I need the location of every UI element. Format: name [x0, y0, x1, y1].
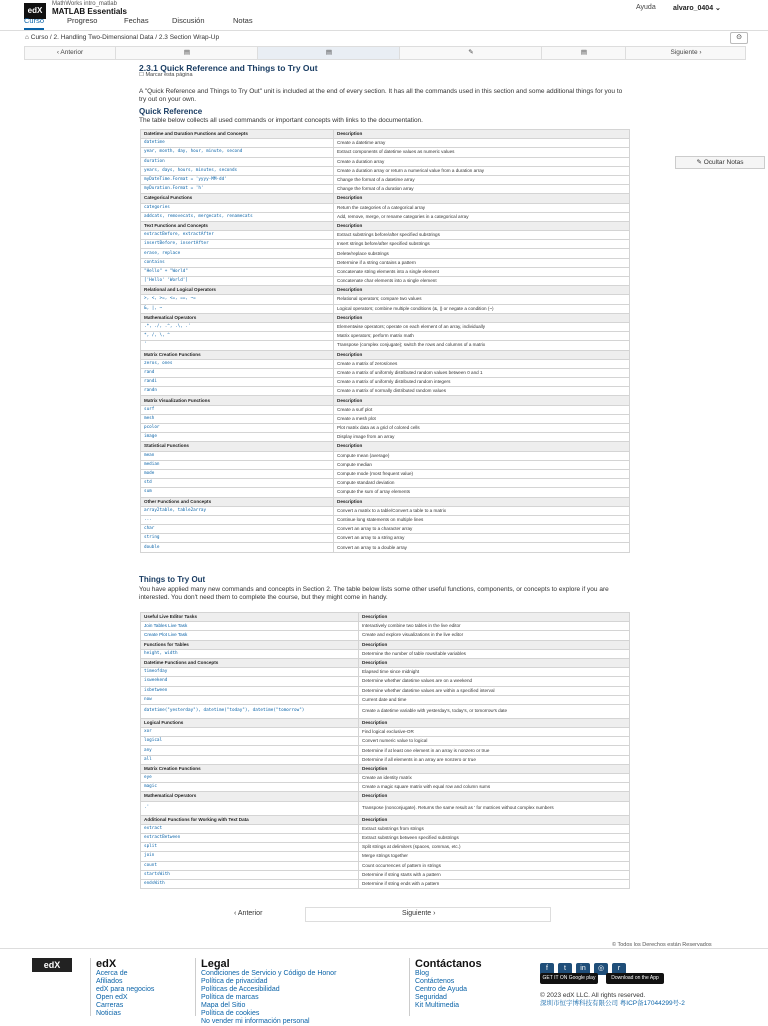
tab-fechas[interactable]: Fechas: [124, 16, 149, 25]
description-header: Description: [359, 792, 630, 801]
command-link[interactable]: char: [141, 525, 334, 534]
command-link[interactable]: count: [141, 861, 359, 870]
breadcrumb: [25, 34, 219, 41]
table-section-header: [141, 613, 630, 622]
table-row: [141, 405, 630, 414]
command-description: Extract components of datetime values as numeric values: [334, 148, 630, 157]
command-description: Split strings at delimiters (spaces, commas, etc.): [359, 843, 630, 852]
unit-tab-4[interactable]: ▤: [541, 47, 626, 59]
table-row: [141, 240, 630, 249]
table-row: [141, 378, 630, 387]
table-section-header: [141, 130, 630, 139]
table-row: [141, 166, 630, 175]
description-header: Description: [334, 497, 630, 506]
course-tabs: [0, 14, 768, 31]
command-link[interactable]: datetime("yesterday"), datetime("today"), datetime("tomorrow"): [141, 704, 359, 718]
user-menu[interactable]: alvaro_0404 ⌄: [673, 5, 721, 12]
footer-link[interactable]: Blog: [415, 970, 430, 977]
command-link[interactable]: std: [141, 479, 334, 488]
table-section-header: [141, 194, 630, 203]
description-header: Description: [359, 640, 630, 649]
quick-reference-heading: Quick Reference: [139, 107, 203, 116]
command-link[interactable]: ': [141, 341, 334, 350]
table-section-header: [141, 497, 630, 506]
command-link[interactable]: eye: [141, 774, 359, 783]
footer-link[interactable]: Políticas de Accesibilidad: [201, 986, 280, 993]
command-description: Create a datetime variable with yesterday's, today's, or tomorrow's date: [359, 704, 630, 718]
section-title: Categorical Functions: [141, 194, 334, 203]
description-header: Description: [334, 221, 630, 230]
table-row: [141, 801, 630, 815]
command-description: Matrix operators; perform matrix math: [334, 332, 630, 341]
command-description: Create an identity matrix: [359, 774, 630, 783]
command-link[interactable]: extractBetween: [141, 833, 359, 842]
command-link[interactable]: mesh: [141, 414, 334, 423]
command-description: Add, remove, merge, or rename categories in a categorical array: [334, 212, 630, 221]
command-description: Create a duration array: [334, 157, 630, 166]
things-to-try-heading: Things to Try Out: [139, 575, 206, 584]
command-description: Elapsed time since midnight: [359, 668, 630, 677]
description-header: Description: [334, 313, 630, 322]
command-link[interactable]: myDateTime.Format = 'yyyy-MM-dd': [141, 175, 334, 184]
table-row: [141, 414, 630, 423]
command-description: Logical operators; combine multiple conditions (&, |) or negate a condition (~): [334, 304, 630, 313]
description-header: Description: [334, 130, 630, 139]
command-link[interactable]: years, days, hours, minutes, seconds: [141, 166, 334, 175]
table-row: [141, 861, 630, 870]
footer-link[interactable]: Carreras: [96, 1002, 124, 1009]
table-row: [141, 649, 630, 658]
command-description: Find logical exclusive-OR: [359, 728, 630, 737]
description-header: Description: [359, 764, 630, 773]
table-row: [141, 833, 630, 842]
command-description: Plot matrix data as a grid of colored cells: [334, 424, 630, 433]
command-description: Display image from an array: [334, 433, 630, 442]
command-description: Create a matrix of uniformly distributed random values between 0 and 1: [334, 368, 630, 377]
command-link[interactable]: erase, replace: [141, 249, 334, 258]
command-link[interactable]: isweekend: [141, 677, 359, 686]
unit-tab-2[interactable]: ▤: [257, 47, 400, 59]
reddit-icon[interactable]: r: [612, 963, 626, 975]
command-link[interactable]: *, /, \, ^: [141, 332, 334, 341]
quick-reference-table: [140, 129, 630, 553]
command-description: Determine if at least one element in an array is nonzero or true: [359, 746, 630, 755]
table-section-header: [141, 313, 630, 322]
command-description: Create a matrix of normally distributed random values: [334, 387, 630, 396]
description-header: Description: [334, 194, 630, 203]
command-link[interactable]: duration: [141, 157, 334, 166]
rights-notice: © Todos los Derechos están Reservados: [612, 942, 712, 948]
tab-curso[interactable]: Curso: [24, 16, 44, 30]
table-row: [141, 525, 630, 534]
command-link[interactable]: "Hello" + "World": [141, 267, 334, 276]
command-description: Extract substrings from strings: [359, 824, 630, 833]
table-row: [141, 258, 630, 267]
command-description: Convert numeric value to logical: [359, 737, 630, 746]
description-header: Description: [334, 286, 630, 295]
section-title: Datetime Functions and Concepts: [141, 658, 359, 667]
table-row: [141, 704, 630, 718]
command-link[interactable]: year, month, day, hour, minute, second: [141, 148, 334, 157]
command-link[interactable]: logical: [141, 737, 359, 746]
table-row: [141, 783, 630, 792]
command-description: Change the format of a duration array: [334, 185, 630, 194]
table-row: [141, 534, 630, 543]
description-header: Description: [359, 658, 630, 667]
table-section-header: [141, 442, 630, 451]
description-header: Description: [359, 718, 630, 727]
table-row: [141, 843, 630, 852]
table-row: [141, 668, 630, 677]
bookmark-icon[interactable]: ⊙: [730, 32, 748, 44]
command-description: Concatenate string elements into a single element: [334, 267, 630, 276]
table-row: [141, 368, 630, 377]
table-section-header: [141, 764, 630, 773]
section-title: Additional Functions for Working with Text Data: [141, 815, 359, 824]
footer-link[interactable]: Centro de Ayuda: [415, 986, 468, 993]
table-row: [141, 879, 630, 888]
description-header: Description: [359, 613, 630, 622]
instagram-icon[interactable]: ◎: [594, 963, 608, 975]
command-link[interactable]: surf: [141, 405, 334, 414]
google-play-badge[interactable]: GET IT ON Google play: [540, 973, 598, 984]
facebook-icon[interactable]: f: [540, 963, 554, 975]
section-title: Datetime and Duration Functions and Concepts: [141, 130, 334, 139]
table-section-header: [141, 718, 630, 727]
table-row: [141, 677, 630, 686]
command-link[interactable]: zeros, ones: [141, 359, 334, 368]
command-link[interactable]: array2table, table2array: [141, 506, 334, 515]
command-description: Concatenate char elements into a single element: [334, 277, 630, 286]
command-description: Convert an array to a double array: [334, 543, 630, 552]
footer-link[interactable]: Condiciones de Servicio y Código de Honor: [201, 970, 337, 977]
command-description: Determine if a string contains a pattern: [334, 258, 630, 267]
command-description: Relational operators; compare two values: [334, 295, 630, 304]
command-link[interactable]: split: [141, 843, 359, 852]
table-row: [141, 322, 630, 331]
prev-unit-button[interactable]: ‹ Anterior: [56, 49, 84, 56]
command-description: Create a magic square matrix with equal row and column sums: [359, 783, 630, 792]
table-row: [141, 267, 630, 276]
command-link[interactable]: >, <, >=, <=, ==, ~=: [141, 295, 334, 304]
footer-edx-logo[interactable]: edX: [32, 958, 72, 972]
command-description: Convert an array to a string array: [334, 534, 630, 543]
table-row: [141, 451, 630, 460]
command-link[interactable]: mode: [141, 469, 334, 478]
table-row: [141, 479, 630, 488]
table-row: [141, 212, 630, 221]
command-description: Current date and time: [359, 695, 630, 704]
command-description: Determine whether datetime values are on a weekend: [359, 677, 630, 686]
table-row: [141, 488, 630, 497]
command-description: Delete/replace substrings: [334, 249, 630, 258]
table-row: [141, 506, 630, 515]
table-row: [141, 185, 630, 194]
footer-link[interactable]: edX para negocios: [96, 986, 155, 993]
table-row: [141, 203, 630, 212]
command-link[interactable]: string: [141, 534, 334, 543]
description-header: Description: [334, 350, 630, 359]
table-row: [141, 852, 630, 861]
command-description: Elementwise operators; operate on each element of an array, individually: [334, 322, 630, 331]
help-link[interactable]: Ayuda: [636, 4, 656, 11]
command-link[interactable]: addcats, removecats, mergecats, renamecats: [141, 212, 334, 221]
command-description: Return the categories of a categorical array: [334, 203, 630, 212]
table-row: [141, 433, 630, 442]
command-link[interactable]: join: [141, 852, 359, 861]
command-link[interactable]: ...: [141, 515, 334, 524]
command-link[interactable]: endsWith: [141, 879, 359, 888]
next-bottom-button[interactable]: Siguiente ›: [402, 910, 436, 917]
section-title: Logical Functions: [141, 718, 359, 727]
table-row: [141, 515, 630, 524]
footer-edx-heading: edX: [96, 958, 117, 970]
section-title: Matrix Creation Functions: [141, 764, 359, 773]
command-link[interactable]: .': [141, 801, 359, 815]
command-description: Extract substrings between specified substrings: [359, 833, 630, 842]
footer-link[interactable]: Open edX: [96, 994, 128, 1001]
table-section-header: [141, 350, 630, 359]
table-row: [141, 157, 630, 166]
command-link[interactable]: randi: [141, 378, 334, 387]
command-description: Extract substrings before/after specified substrings: [334, 231, 630, 240]
table-row: [141, 359, 630, 368]
things-to-try-table: [140, 612, 630, 889]
footer-link[interactable]: Política de cookies: [201, 1010, 260, 1017]
command-description: Determine the number of table rows/table variables: [359, 649, 630, 658]
section-title: Matrix Creation Functions: [141, 350, 334, 359]
footer-contact-column: [415, 958, 482, 1010]
edx-logo[interactable]: edX: [24, 3, 46, 19]
command-description: Change the format of a datetime array: [334, 175, 630, 184]
command-description: Count occurrences of pattern in strings: [359, 861, 630, 870]
table-row: [141, 631, 630, 640]
command-description: Determine whether datetime values are within a specified interval: [359, 686, 630, 695]
command-description: Continue long statements on multiple lines: [334, 515, 630, 524]
command-description: Create and explore visualizations in the live editor: [359, 631, 630, 640]
command-description: Convert a matrix to a table/Convert a table to a matrix: [334, 506, 630, 515]
command-description: Create a duration array or return a numerical value from a duration array: [334, 166, 630, 175]
table-row: [141, 139, 630, 148]
tab-progreso[interactable]: Progreso: [67, 16, 98, 25]
footer-legal-heading: Legal: [201, 958, 230, 970]
footer-link[interactable]: Acerca de: [96, 970, 128, 977]
table-row: [141, 824, 630, 833]
command-link[interactable]: median: [141, 460, 334, 469]
command-description: Interactively combine two tables in the live editor: [359, 622, 630, 631]
command-description: Compute mode (most frequent value): [334, 469, 630, 478]
command-description: Transpose (complex conjugate); switch the rows and columns of a matrix: [334, 341, 630, 350]
next-unit-button[interactable]: Siguiente ›: [625, 47, 746, 59]
icp-link[interactable]: 深圳市恒宇博科技有限公司 粤ICP备17044299号-2: [540, 1000, 685, 1007]
table-row: [141, 622, 630, 631]
table-row: [141, 543, 630, 552]
command-link[interactable]: now: [141, 695, 359, 704]
course-name: MATLAB Essentials: [52, 7, 127, 16]
table-row: [141, 870, 630, 879]
section-title: Useful Live Editor Tasks: [141, 613, 359, 622]
table-row: [141, 737, 630, 746]
twitter-icon[interactable]: t: [558, 963, 572, 975]
command-description: Create a matrix of uniformly distributed random integers: [334, 378, 630, 387]
command-description: Merge strings together: [359, 852, 630, 861]
table-row: [141, 277, 630, 286]
command-link[interactable]: ['Hello' 'World']: [141, 277, 334, 286]
home-icon[interactable]: ⌂: [25, 34, 29, 41]
command-link[interactable]: any: [141, 746, 359, 755]
table-section-header: [141, 396, 630, 405]
section-title: Functions for Tables: [141, 640, 359, 649]
table-section-header: [141, 286, 630, 295]
command-description: Insert strings before/after specified substrings: [334, 240, 630, 249]
table-section-header: [141, 221, 630, 230]
command-description: Compute the sum of array elements: [334, 488, 630, 497]
table-row: [141, 728, 630, 737]
command-link[interactable]: insertBefore, insertAfter: [141, 240, 334, 249]
command-link[interactable]: myDuration.Format = 'h': [141, 185, 334, 194]
table-row: [141, 469, 630, 478]
command-link[interactable]: categories: [141, 203, 334, 212]
table-row: [141, 148, 630, 157]
footer-link[interactable]: Afiliados: [96, 978, 123, 985]
command-link[interactable]: Join Tables Live Task: [141, 622, 359, 631]
command-description: Determine if all elements in an array are nonzero or true: [359, 755, 630, 764]
command-link[interactable]: rand: [141, 368, 334, 377]
footer-link[interactable]: Política de privacidad: [201, 978, 268, 985]
unit-tab-1[interactable]: ▤: [115, 47, 258, 59]
footer-link[interactable]: Contáctenos: [415, 978, 455, 985]
command-link[interactable]: mean: [141, 451, 334, 460]
description-header: Description: [334, 442, 630, 451]
command-description: Convert an array to a character array: [334, 525, 630, 534]
command-link[interactable]: extract: [141, 824, 359, 833]
table-row: [141, 774, 630, 783]
tab-notas[interactable]: Notas: [233, 16, 253, 25]
command-description: Determine if string ends with a pattern: [359, 879, 630, 888]
bookmark-page-link[interactable]: ☐ Marcar esta página: [139, 72, 193, 78]
command-link[interactable]: magic: [141, 783, 359, 792]
table-row: [141, 746, 630, 755]
command-link[interactable]: sum: [141, 488, 334, 497]
hide-notes-button[interactable]: ✎ Ocultar Notas: [675, 156, 765, 169]
copyright-text: © 2023 edX LLC. All rights reserved.: [540, 992, 646, 999]
footer-edx-column: [96, 958, 154, 1018]
description-header: Description: [359, 815, 630, 824]
breadcrumb-path[interactable]: Curso / 2. Handling Two-Dimensional Data / 2.3 Section Wrap-Up: [30, 34, 220, 41]
command-link[interactable]: contains: [141, 258, 334, 267]
section-title: Mathematical Operators: [141, 792, 359, 801]
table-section-header: [141, 792, 630, 801]
table-section-header: [141, 640, 630, 649]
table-row: [141, 460, 630, 469]
table-row: [141, 231, 630, 240]
footer-contact-heading: Contáctanos: [415, 958, 482, 970]
app-store-badge[interactable]: Download on the App Store: [606, 973, 664, 984]
table-row: [141, 249, 630, 258]
footer-link[interactable]: Kit Multimedia: [415, 1002, 459, 1009]
footer-link[interactable]: Política de marcas: [201, 994, 259, 1001]
top-header: [0, 0, 768, 30]
command-link[interactable]: randn: [141, 387, 334, 396]
table-row: [141, 175, 630, 184]
unit-tab-3[interactable]: ✎: [399, 47, 542, 59]
command-link[interactable]: timeofday: [141, 668, 359, 677]
tab-discusion[interactable]: Discusión: [172, 16, 205, 25]
command-description: Compute standard deviation: [334, 479, 630, 488]
course-org: MathWorks intro_matlab: [52, 1, 117, 7]
table-row: [141, 387, 630, 396]
command-link[interactable]: datetime: [141, 139, 334, 148]
sequence-nav: [24, 46, 746, 60]
linkedin-icon[interactable]: in: [576, 963, 590, 975]
command-description: Compute median: [334, 460, 630, 469]
command-description: Compute mean (average): [334, 451, 630, 460]
command-link[interactable]: extractBefore, extractAfter: [141, 231, 334, 240]
command-link[interactable]: xor: [141, 728, 359, 737]
table-row: [141, 341, 630, 350]
intro-paragraph: A "Quick Reference and Things to Try Out" unit is included at the end of every section. It has all the commands used in this section and some additional things for you to try out on your own.: [139, 88, 623, 103]
unit-title: 2.3.1 Quick Reference and Things to Try Out: [139, 63, 318, 73]
table-row: [141, 755, 630, 764]
copyright: [540, 992, 710, 1008]
command-link[interactable]: image: [141, 433, 334, 442]
section-title: Matrix Visualization Functions: [141, 396, 334, 405]
footer-link[interactable]: Mapa del Sitio: [201, 1002, 246, 1009]
section-title: Mathematical Operators: [141, 313, 334, 322]
table-row: [141, 686, 630, 695]
table-row: [141, 304, 630, 313]
table-row: [141, 332, 630, 341]
command-link[interactable]: double: [141, 543, 334, 552]
footer-link[interactable]: Noticias: [96, 1010, 121, 1017]
command-description: Transpose (nonconjugate). Returns the same result as ' for matrices without complex numbers: [359, 801, 630, 815]
command-link[interactable]: startsWith: [141, 870, 359, 879]
quick-reference-description: The table below collects all used commands or important concepts with links to the documentation.: [139, 117, 423, 124]
table-row: [141, 695, 630, 704]
command-description: Create a datetime array: [334, 139, 630, 148]
prev-bottom-button[interactable]: ‹ Anterior: [234, 910, 263, 917]
section-title: Other Functions and Concepts: [141, 497, 334, 506]
command-link[interactable]: Create Plot Live Task: [141, 631, 359, 640]
footer-link[interactable]: Seguridad: [415, 994, 447, 1001]
description-header: Description: [334, 396, 630, 405]
command-link[interactable]: .*, ./, .^, .\, .': [141, 322, 334, 331]
command-link[interactable]: all: [141, 755, 359, 764]
command-link[interactable]: isbetween: [141, 686, 359, 695]
section-title: Relational and Logical Operators: [141, 286, 334, 295]
command-link[interactable]: height, width: [141, 649, 359, 658]
things-to-try-description: You have applied many new commands and concepts in Section 2. The table below lists some other useful functions, components, or concepts to explore if you are interested. You don't need them to complete the course, but they might come in handy.: [139, 586, 609, 601]
command-link[interactable]: &, |, ~: [141, 304, 334, 313]
command-description: Create a matrix of zeros/ones: [334, 359, 630, 368]
table-row: [141, 295, 630, 304]
table-section-header: [141, 815, 630, 824]
command-link[interactable]: pcolor: [141, 424, 334, 433]
footer-legal-column: [201, 958, 336, 1026]
command-description: Create a surf plot: [334, 405, 630, 414]
command-description: Create a mesh plot: [334, 414, 630, 423]
footer-link[interactable]: No vender mi información personal: [201, 1018, 310, 1025]
table-section-header: [141, 658, 630, 667]
command-description: Determine if string starts with a pattern: [359, 870, 630, 879]
table-row: [141, 424, 630, 433]
section-title: Text Functions and Concepts: [141, 221, 334, 230]
section-title: Statistical Functions: [141, 442, 334, 451]
